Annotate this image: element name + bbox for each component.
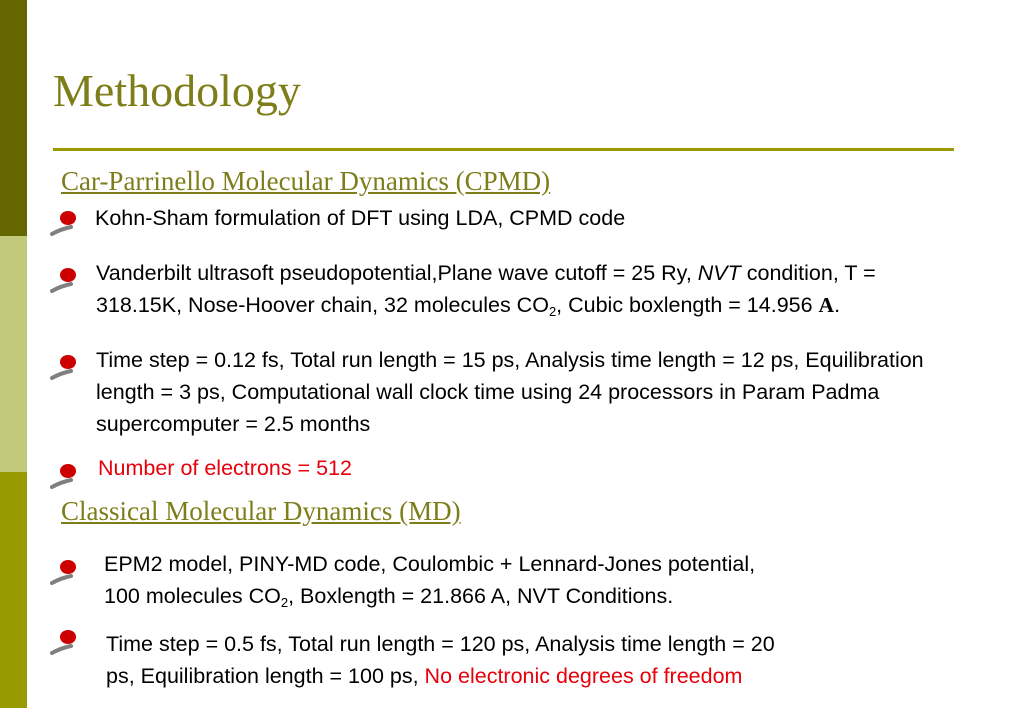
side-stripe-middle [0, 236, 27, 472]
md-heading[interactable]: Classical Molecular Dynamics (MD) [61, 496, 461, 526]
bullet-icon [50, 627, 76, 657]
cpmd-bullet-timestep: Time step = 0.12 fs, Total run length = 15 ps, Analysis time length = 12 ps, Equilibration length = 3 ps, Computational wall clock time using 24 processors in Param Padma supercomputer = 2.5 months [96, 348, 924, 436]
bullet-icon [50, 461, 76, 491]
cpmd-heading[interactable]: Car-Parrinello Molecular Dynamics (CPMD) [61, 166, 551, 196]
md-timestep-text: Time step = 0.5 fs, Total run length = 120 ps, Analysis time length = 20 ps, Equilibration length = 100 ps, [106, 632, 775, 688]
slide-title: Methodology [53, 65, 301, 116]
bullet-icon [50, 557, 76, 587]
cpmd-bullet-dft: Kohn-Sham formulation of DFT using LDA, CPMD code [95, 206, 626, 230]
pseudopotential-text-b: condition, T = 318.15K, Nose-Hoover chain, 32 molecules CO [96, 261, 876, 317]
nvt-text: NVT [697, 261, 741, 285]
cpmd-bullet-pseudopotential [96, 257, 916, 321]
md-bullet-model [104, 548, 784, 612]
bullet-icon [50, 265, 76, 295]
co2-subscript: 2 [548, 304, 557, 319]
md-bullet-timestep [106, 628, 806, 692]
bullet-icon [50, 208, 76, 238]
angstrom-unit: A [818, 293, 835, 317]
cpmd-bullet-electrons: Number of electrons = 512 [98, 456, 352, 480]
title-divider [53, 148, 954, 151]
co2-subscript: 2 [280, 595, 289, 610]
pseudopotential-text-d: . [834, 293, 841, 317]
md-model-text-a: EPM2 model, PINY-MD code, Coulombic + Lennard-Jones potential, 100 molecules CO [104, 552, 756, 608]
md-model-text-b: , Boxlength = 21.866 A, NVT Conditions. [288, 584, 674, 608]
side-stripe-top [0, 0, 27, 236]
bullet-icon [50, 352, 76, 382]
pseudopotential-text-a: Vanderbilt ultrasoft pseudopotential,Plane wave cutoff = 25 Ry, [96, 261, 698, 285]
no-electronic-dof-text: No electronic degrees of freedom [424, 664, 743, 688]
side-stripe-bottom [0, 472, 27, 708]
pseudopotential-text-c: , Cubic boxlength = 14.956 [556, 293, 819, 317]
